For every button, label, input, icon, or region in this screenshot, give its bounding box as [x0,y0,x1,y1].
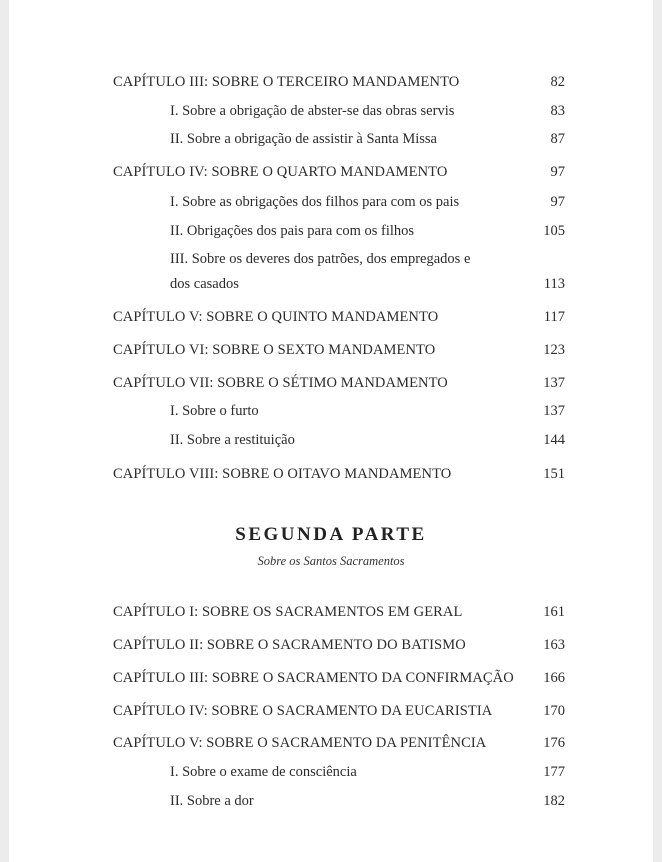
part-heading: SEGUNDA PARTE [235,524,427,545]
toc-entry-page: 87 [550,131,565,147]
toc-entry-title: I. Sobre as obrigações dos filhos para com os pais [170,194,460,210]
toc-entry-page: 177 [543,764,565,780]
toc-entry-title: I. Sobre o furto [170,403,259,419]
toc-entry-page: 97 [550,194,565,210]
toc-entry-title: II. Sobre a restituição [170,432,295,448]
toc-entry-title-line2: dos casados [170,276,239,292]
toc-entry-page: 97 [550,164,565,180]
toc-entry-title: CAPÍTULO II: SOBRE O SACRAMENTO DO BATISMO [113,637,466,653]
toc-entry-page: 176 [543,735,565,751]
toc-entry-title: II. Sobre a dor [170,793,254,809]
toc-entry-page: 137 [543,375,565,391]
toc-entry-page: 182 [543,793,565,809]
toc-entry-title: CAPÍTULO V: SOBRE O SACRAMENTO DA PENITÊNCIA [113,735,487,751]
toc-entry-page: 166 [543,670,565,686]
toc-entry-title-line1: III. Sobre os deveres dos patrões, dos empregados e [170,251,471,267]
toc-entry-page: 113 [543,276,565,292]
toc-entry-page: 170 [543,703,565,719]
toc-entry-page: 137 [543,403,565,419]
toc-entry-page: 123 [543,342,565,358]
part-subheading: Sobre os Santos Sacramentos [257,554,405,568]
toc-entry-page: 151 [543,466,565,482]
toc-entry-title: CAPÍTULO I: SOBRE OS SACRAMENTOS EM GERAL [113,604,463,620]
toc-entry-title: CAPÍTULO VI: SOBRE O SEXTO MANDAMENTO [113,342,436,358]
toc-entry-title: I. Sobre a obrigação de abster-se das obras servis [170,103,455,119]
toc-entry-title: CAPÍTULO VIII: SOBRE O OITAVO MANDAMENTO [113,466,452,482]
toc-entry-title: CAPÍTULO V: SOBRE O QUINTO MANDAMENTO [113,309,439,325]
toc-entry-page: 105 [543,223,565,239]
toc-entry-title: CAPÍTULO IV: SOBRE O QUARTO MANDAMENTO [113,164,448,180]
toc-entry-page: 161 [543,604,565,620]
toc-entry-page: 117 [543,309,565,325]
toc-entry-page: 163 [543,637,565,653]
toc-entry-title: I. Sobre o exame de consciência [170,764,357,780]
toc-entry-page: 82 [550,74,565,90]
toc-entry-title: II. Sobre a obrigação de assistir à Santa Missa [170,131,437,147]
toc-entry-title: CAPÍTULO VII: SOBRE O SÉTIMO MANDAMENTO [113,375,448,391]
toc-entry-page: 144 [543,432,565,448]
toc-entry-page: 83 [550,103,565,119]
toc-entry-title: CAPÍTULO III: SOBRE O TERCEIRO MANDAMENTO [113,74,460,90]
toc-entry-title: CAPÍTULO III: SOBRE O SACRAMENTO DA CONFIRMAÇÃO [113,670,514,686]
toc-entry-title: CAPÍTULO IV: SOBRE O SACRAMENTO DA EUCARISTIA [113,703,493,719]
toc-entry-title: II. Obrigações dos pais para com os filhos [170,223,415,239]
document-page [9,0,653,862]
